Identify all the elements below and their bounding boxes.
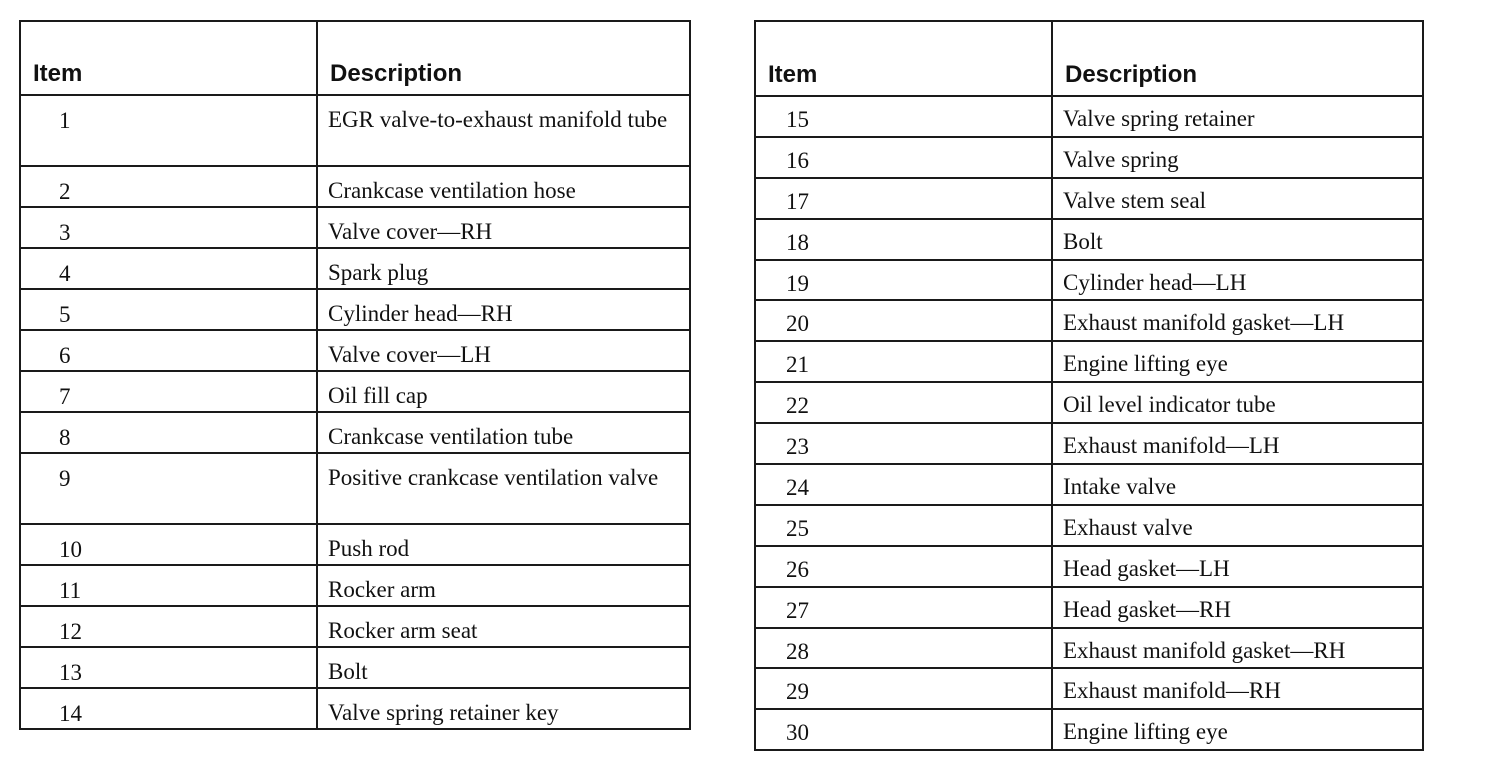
column-header-description: Description bbox=[317, 21, 690, 95]
table-row bbox=[755, 137, 1423, 178]
item-description: Oil fill cap bbox=[317, 371, 690, 412]
table-row bbox=[755, 505, 1423, 546]
item-description: Head gasket—LH bbox=[1052, 546, 1423, 587]
item-number: 20 bbox=[755, 300, 1052, 341]
item-number: 6 bbox=[20, 330, 317, 371]
item-number: 30 bbox=[755, 709, 1052, 750]
table-row bbox=[20, 330, 690, 371]
item-number: 27 bbox=[755, 587, 1052, 628]
item-number: 12 bbox=[20, 606, 317, 647]
item-description: Cylinder head—RH bbox=[317, 289, 690, 330]
item-number: 17 bbox=[755, 178, 1052, 219]
item-number: 2 bbox=[20, 166, 317, 207]
item-description: Push rod bbox=[317, 524, 690, 565]
item-number: 18 bbox=[755, 219, 1052, 260]
table-row bbox=[20, 289, 690, 330]
table-row bbox=[755, 709, 1423, 750]
table-row bbox=[20, 248, 690, 289]
item-description: Exhaust manifold—LH bbox=[1052, 423, 1423, 464]
table-row bbox=[20, 453, 690, 524]
item-number: 22 bbox=[755, 382, 1052, 423]
item-number: 28 bbox=[755, 628, 1052, 669]
item-number: 9 bbox=[20, 453, 317, 524]
table-row bbox=[20, 606, 690, 647]
table-row bbox=[20, 371, 690, 412]
item-number: 11 bbox=[20, 565, 317, 606]
item-description: Valve spring retainer bbox=[1052, 96, 1423, 137]
column-header-description: Description bbox=[1052, 21, 1423, 96]
item-description: Bolt bbox=[1052, 219, 1423, 260]
table-row bbox=[20, 412, 690, 453]
item-number: 7 bbox=[20, 371, 317, 412]
item-description: Exhaust manifold gasket—LH bbox=[1052, 300, 1423, 341]
table-row bbox=[755, 96, 1423, 137]
table-header-row bbox=[20, 21, 690, 95]
item-number: 25 bbox=[755, 505, 1052, 546]
item-number: 15 bbox=[755, 96, 1052, 137]
table-row bbox=[755, 546, 1423, 587]
item-description: Crankcase ventilation hose bbox=[317, 166, 690, 207]
item-number: 5 bbox=[20, 289, 317, 330]
table-row bbox=[755, 178, 1423, 219]
item-description: Exhaust manifold—RH bbox=[1052, 668, 1423, 709]
item-number: 3 bbox=[20, 207, 317, 248]
table-row bbox=[755, 423, 1423, 464]
item-number: 26 bbox=[755, 546, 1052, 587]
item-description: Valve spring bbox=[1052, 137, 1423, 178]
table-row bbox=[755, 219, 1423, 260]
item-number: 10 bbox=[20, 524, 317, 565]
item-number: 1 bbox=[20, 95, 317, 166]
item-description: Valve cover—RH bbox=[317, 207, 690, 248]
item-description: Exhaust valve bbox=[1052, 505, 1423, 546]
table-row bbox=[20, 688, 690, 729]
table-row bbox=[20, 95, 690, 166]
table-row bbox=[755, 382, 1423, 423]
table-row bbox=[755, 341, 1423, 382]
table-row bbox=[755, 587, 1423, 628]
table-row bbox=[755, 464, 1423, 505]
item-description: Rocker arm seat bbox=[317, 606, 690, 647]
table-row bbox=[20, 207, 690, 248]
item-number: 29 bbox=[755, 668, 1052, 709]
item-description: Valve spring retainer key bbox=[317, 688, 690, 729]
item-description: Oil level indicator tube bbox=[1052, 382, 1423, 423]
item-number: 14 bbox=[20, 688, 317, 729]
item-description: EGR valve-to-exhaust manifold tube bbox=[317, 95, 690, 166]
table-row bbox=[755, 628, 1423, 669]
parts-table-left bbox=[19, 20, 691, 730]
table-row bbox=[20, 166, 690, 207]
table-row bbox=[755, 300, 1423, 341]
item-number: 16 bbox=[755, 137, 1052, 178]
table-row bbox=[20, 524, 690, 565]
item-description: Head gasket—RH bbox=[1052, 587, 1423, 628]
table-row bbox=[20, 565, 690, 606]
item-number: 21 bbox=[755, 341, 1052, 382]
table-header-row bbox=[755, 21, 1423, 96]
item-description: Crankcase ventilation tube bbox=[317, 412, 690, 453]
item-description: Rocker arm bbox=[317, 565, 690, 606]
item-description: Engine lifting eye bbox=[1052, 341, 1423, 382]
item-description: Exhaust manifold gasket—RH bbox=[1052, 628, 1423, 669]
parts-table-right bbox=[754, 20, 1424, 751]
table-row bbox=[755, 260, 1423, 301]
item-number: 23 bbox=[755, 423, 1052, 464]
item-description: Cylinder head—LH bbox=[1052, 260, 1423, 301]
column-header-item: Item bbox=[755, 21, 1052, 96]
item-number: 8 bbox=[20, 412, 317, 453]
item-description: Valve stem seal bbox=[1052, 178, 1423, 219]
item-number: 19 bbox=[755, 260, 1052, 301]
item-description: Positive crankcase ventilation valve bbox=[317, 453, 690, 524]
item-description: Valve cover—LH bbox=[317, 330, 690, 371]
item-number: 24 bbox=[755, 464, 1052, 505]
item-description: Intake valve bbox=[1052, 464, 1423, 505]
item-description: Bolt bbox=[317, 647, 690, 688]
table-row bbox=[20, 647, 690, 688]
item-number: 4 bbox=[20, 248, 317, 289]
item-description: Spark plug bbox=[317, 248, 690, 289]
column-header-item: Item bbox=[20, 21, 317, 95]
table-row bbox=[755, 668, 1423, 709]
item-number: 13 bbox=[20, 647, 317, 688]
item-description: Engine lifting eye bbox=[1052, 709, 1423, 750]
